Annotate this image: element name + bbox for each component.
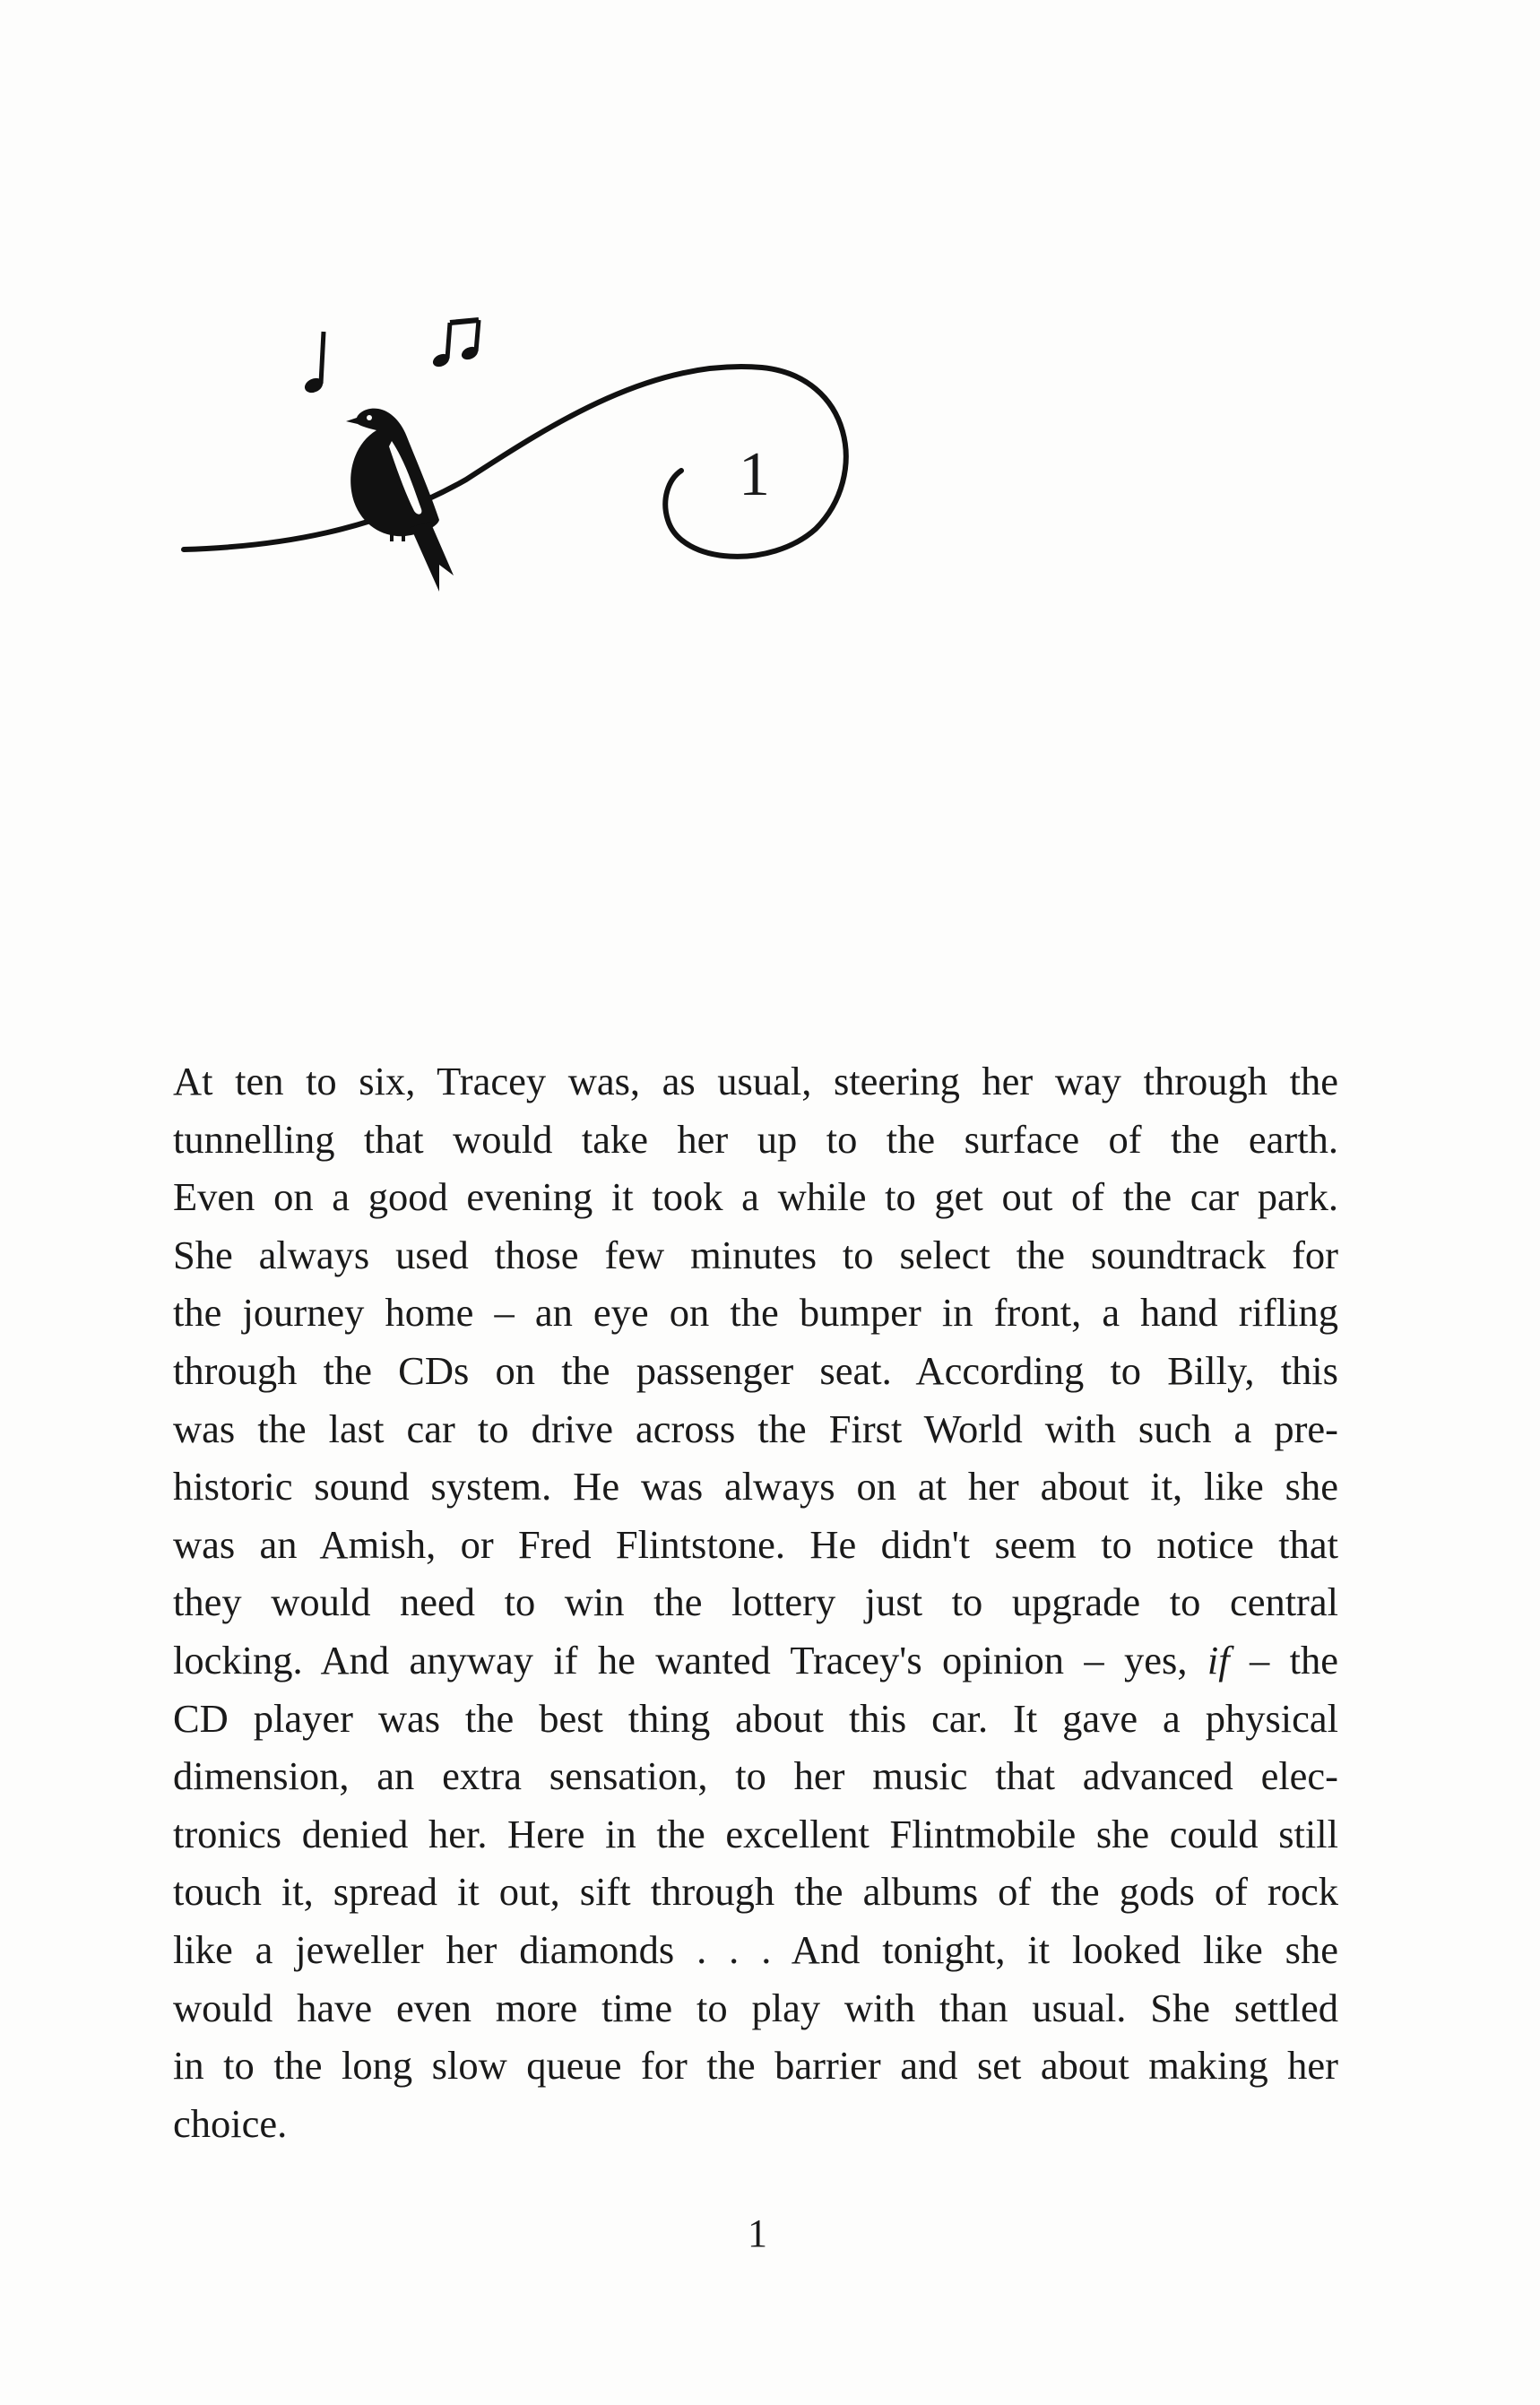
- text-line: dimension, an extra sensation, to her music that advanced elec-: [173, 1753, 1338, 1799]
- text-line: was the last car to drive across the First World with such a pre-: [173, 1406, 1338, 1451]
- bird-icon: [346, 409, 454, 592]
- text-line: through the CDs on the passenger seat. According to Billy, this: [173, 1347, 1338, 1393]
- page-number: [0, 2211, 1540, 2255]
- music-note-icon: [303, 332, 324, 395]
- text-line: She always used those few minutes to select the soundtrack for: [173, 1232, 1338, 1277]
- text-line: in to the long slow queue for the barrier and set about making her: [173, 2043, 1338, 2089]
- text-line: touch it, spread it out, sift through the albums of the gods of rock: [173, 1869, 1338, 1915]
- text-line: [173, 1631, 1338, 1690]
- text-line: Even on a good evening it took a while to get out of the car park.: [173, 1174, 1338, 1220]
- italic-word: if: [1207, 1637, 1230, 1683]
- text-line: CD player was the best thing about this car. It gave a physical: [173, 1695, 1338, 1741]
- text-line: tunnelling that would take her up to the surface of the earth.: [173, 1116, 1338, 1162]
- text-line: tronics denied her. Here in the excellent Flintmobile she could still: [173, 1811, 1338, 1856]
- text-segment: locking. And anyway if he wanted Tracey's opinion – yes,: [173, 1637, 1207, 1683]
- text-line: choice.: [173, 2100, 288, 2146]
- beamed-notes-icon: [431, 320, 479, 368]
- text-line: would have even more time to play with than usual. She settled: [173, 1985, 1338, 2030]
- chapter-body-text: [173, 1052, 1338, 2152]
- chapter-number: 1: [739, 440, 770, 509]
- text-line: they would need to win the lottery just to upgrade to central: [173, 1579, 1338, 1625]
- text-line: At ten to six, Tracey was, as usual, steering her way through the: [173, 1059, 1338, 1103]
- text-segment: – the: [1229, 1637, 1338, 1683]
- text-line: historic sound system. He was always on at her about it, like she: [173, 1464, 1338, 1510]
- page-number-value: 1: [748, 2211, 767, 2255]
- bird-ornament-icon: [170, 296, 887, 592]
- text-line: was an Amish, or Fred Flintstone. He didn't seem to notice that: [173, 1521, 1338, 1567]
- text-line: the journey home – an eye on the bumper in front, a hand rifling: [173, 1290, 1338, 1336]
- text-line: like a jeweller her diamonds . . . And tonight, it looked like she: [173, 1926, 1338, 1972]
